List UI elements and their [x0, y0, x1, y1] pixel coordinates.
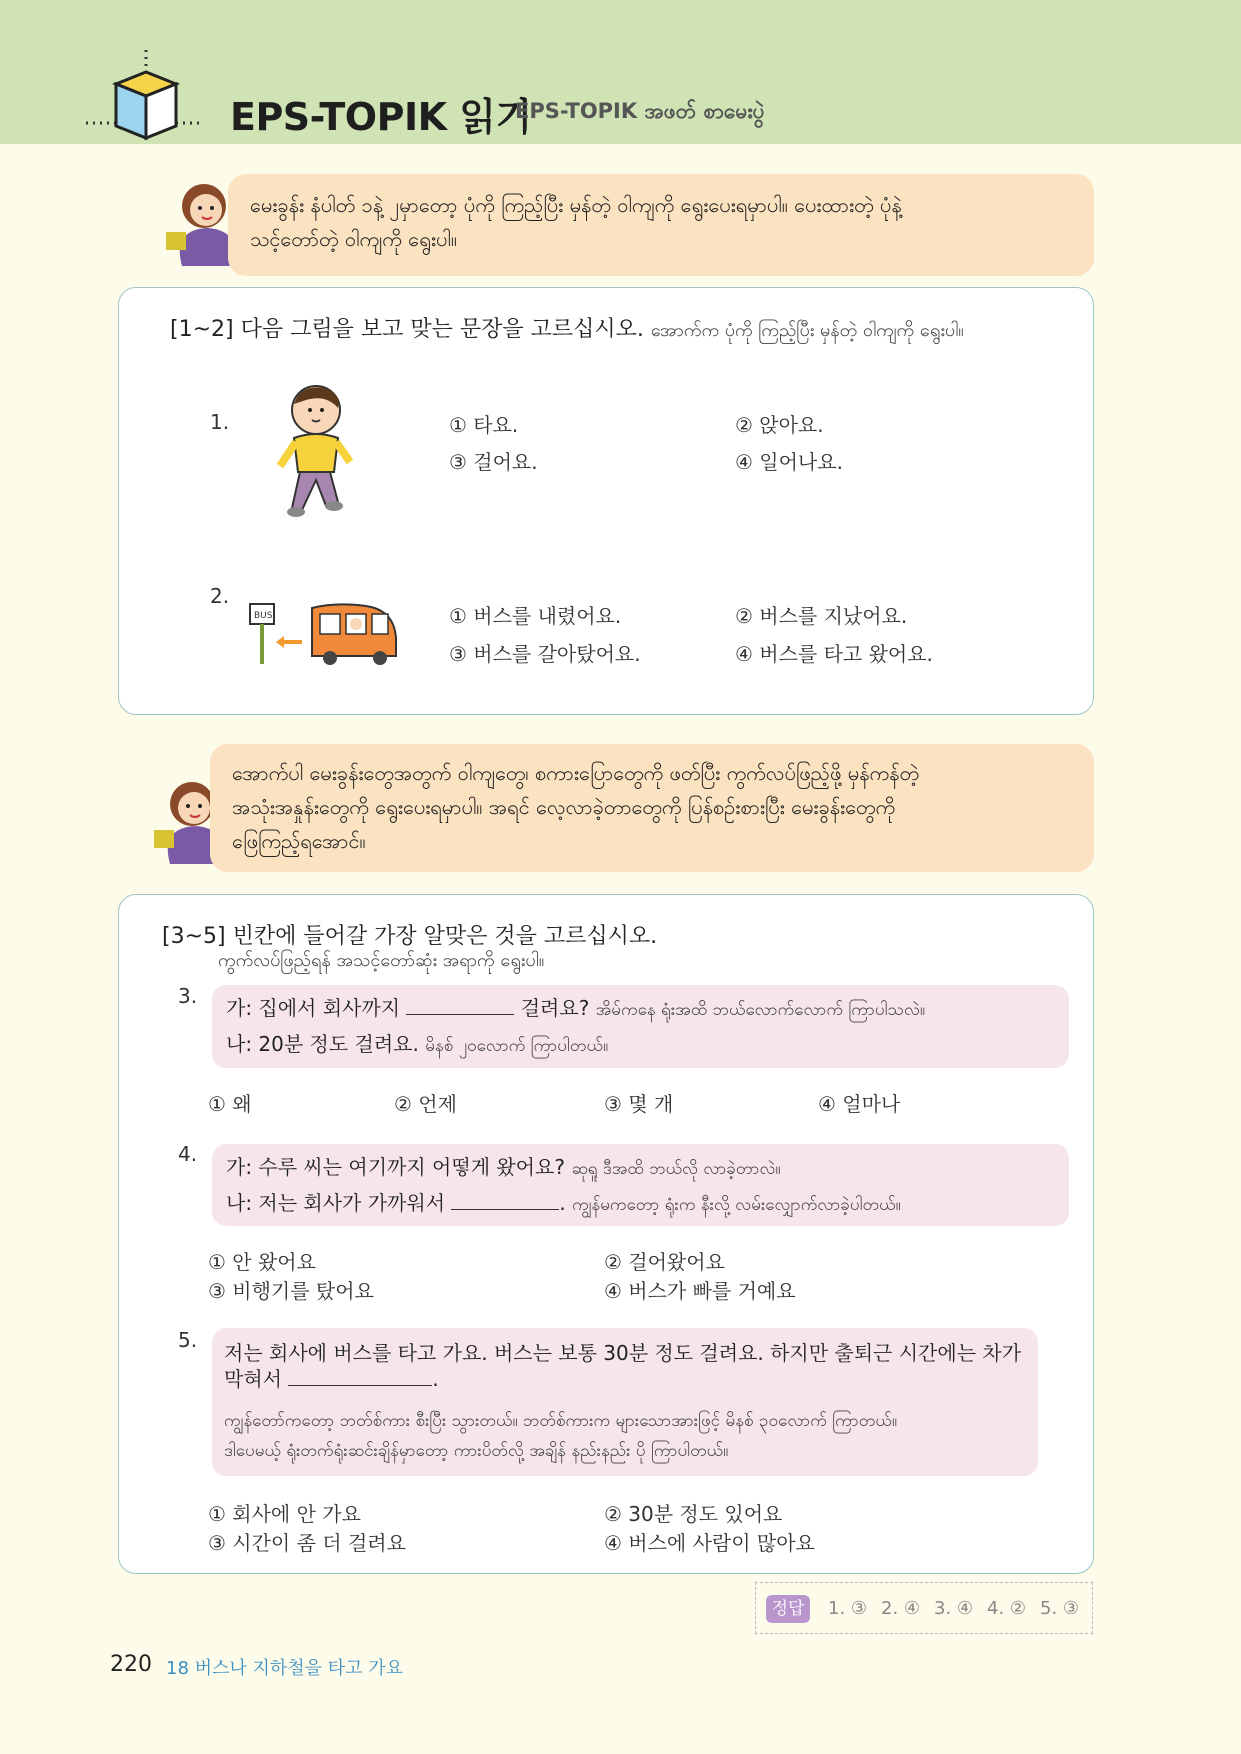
- tip-bubble-2: [210, 744, 1094, 872]
- dialog-translation: အိမ်ကနေ ရုံးအထိ ဘယ်လောက်လောက် ကြာပါသလဲ။: [595, 1000, 926, 1020]
- passage-line: [224, 1360, 439, 1398]
- answer-option[interactable]: ④ 얼마나: [818, 1092, 901, 1116]
- tip-line: အသုံးအနှုန်းတွေကို ရွေးပေးရမှာပါ။ အရင် လေ့လာခဲ့တာတွေကို ပြန်စဉ်းစားပြီး မေးခွန်းတွေကို: [232, 795, 896, 819]
- tip-line: သင့်တော်တဲ့ ဝါကျကို ရွေးပါ။: [250, 227, 457, 251]
- answer-option[interactable]: ④ 버스에 사람이 많아요: [604, 1531, 815, 1555]
- question-number: 4.: [178, 1142, 198, 1166]
- dialog-line: [226, 989, 925, 1029]
- dialog-translation: မိနစ် ၂၀လောက် ကြာပါတယ်။: [425, 1036, 609, 1056]
- blank: [288, 1363, 432, 1386]
- passage-text: 막혀서: [224, 1367, 282, 1391]
- answer-option[interactable]: ④ 버스가 빠를 거예요: [604, 1279, 796, 1303]
- page-number: 220: [110, 1652, 152, 1677]
- dialog-box: [212, 1144, 1069, 1226]
- answer-option[interactable]: ① 회사에 안 가요: [208, 1502, 361, 1526]
- answer-option[interactable]: ③ 버스를 갈아탔어요.: [449, 642, 641, 666]
- answer-option[interactable]: ① 안 왔어요: [208, 1250, 316, 1274]
- dialog-translation: ဆုရူ ဒီအထိ ဘယ်လို လာခဲ့တာလဲ။: [571, 1159, 781, 1179]
- answer-option[interactable]: ④ 버스를 타고 왔어요.: [735, 642, 933, 666]
- question-number: 1.: [210, 410, 230, 434]
- dialog-text: 가: 수루 씨는 여기까지 어떻게 왔어요?: [226, 1155, 565, 1179]
- tip-line: မေးခွန်း နံပါတ် ၁နဲ့ ၂မှာတော့ ပုံကို ကြည့်ပြီး မှန်တဲ့ ဝါကျကို ရွေးပေးရမှာပါ။ ပေးထားတဲ့ ပုံနဲ့: [250, 193, 902, 217]
- dialog-text: 가: 집에서 회사까지: [226, 996, 401, 1020]
- dialog-text: 걸려요?: [520, 996, 590, 1020]
- answer-option[interactable]: ② 앉아요.: [735, 413, 824, 437]
- answer-option[interactable]: ② 버스를 지났어요.: [735, 604, 908, 628]
- answer-key-item: 3. ④: [934, 1598, 974, 1619]
- answer-key-label: 정답: [766, 1595, 810, 1623]
- blank: [451, 1187, 559, 1210]
- dialog-text: 나: 20분 정도 걸려요.: [226, 1032, 419, 1056]
- walking-man-illustration: [266, 380, 362, 520]
- blank: [406, 992, 514, 1015]
- question-number: 2.: [210, 584, 230, 608]
- answer-key: [755, 1582, 1093, 1634]
- passage-translation: ကျွန်တော်ကတော့ ဘတ်စ်ကား စီးပြီး သွားတယ်။ ဘတ်စ်ကားက များသောအားဖြင့် မိနစ် ၃၀လောက် ကြာတယ်။: [224, 1411, 897, 1431]
- cube-icon: [86, 50, 206, 146]
- section-title: [170, 312, 964, 345]
- answer-option[interactable]: ② 30분 정도 있어요: [604, 1502, 783, 1526]
- passage-translation: ဒါပေမယ့် ရုံးတက်ရုံးဆင်းချိန်မှာတော့ ကားပိတ်လို့ အချိန် နည်းနည်း ပို ကြာပါတယ်။: [224, 1441, 729, 1461]
- dialog-text: 나: 저는 회사가 가까워서: [226, 1191, 446, 1215]
- question-number: 5.: [178, 1328, 198, 1352]
- answer-option[interactable]: ② 걸어왔어요: [604, 1250, 725, 1274]
- dialog-text: .: [559, 1191, 566, 1215]
- tip-line: အောက်ပါ မေးခွန်းတွေအတွက် ဝါကျတွေ၊ စကားပြောတွေကို ဖတ်ပြီး ကွက်လပ်ဖြည့်ဖို့ မှန်ကန်တဲ့: [232, 761, 919, 785]
- page-subtitle: EPS-TOPIK အဖတ် စာမေးပွဲ: [515, 99, 765, 123]
- section-title-ko: [1~2] 다음 그림을 보고 맞는 문장을 고르십시오.: [170, 317, 644, 342]
- dialog-line: [226, 1025, 608, 1065]
- question-number: 3.: [178, 984, 198, 1008]
- answer-option[interactable]: ① 버스를 내렸어요.: [449, 604, 622, 628]
- answer-option[interactable]: ③ 몇 개: [604, 1092, 674, 1116]
- bus-sign-text: BUS: [254, 611, 273, 621]
- answer-option[interactable]: ③ 시간이 좀 더 걸려요: [208, 1531, 406, 1555]
- answer-option[interactable]: ② 언제: [394, 1092, 457, 1116]
- section-subtitle: ကွက်လပ်ဖြည့်ရန် အသင့်တော်ဆုံး အရာကို ရွေးပါ။: [218, 950, 545, 971]
- passage-text: .: [432, 1367, 439, 1391]
- answer-option[interactable]: ③ 걸어요.: [449, 450, 538, 474]
- tip-line: ဖြေကြည့်ရအောင်။: [232, 829, 366, 853]
- page-title: EPS-TOPIK 읽기: [230, 95, 532, 139]
- answer-key-item: 4. ②: [987, 1598, 1027, 1619]
- answer-key-item: 1. ③: [828, 1598, 868, 1619]
- dialog-translation: ကျွန်မကတော့ ရုံးက နီးလို့ လမ်းလျှောက်လာခဲ့ပါတယ်။: [572, 1195, 901, 1215]
- answer-option[interactable]: ③ 비행기를 탔어요: [208, 1279, 374, 1303]
- answer-key-item: 5. ③: [1040, 1598, 1080, 1619]
- section-title-mm: အောက်က ပုံကို ကြည့်ပြီး မှန်တဲ့ ဝါကျကို ရွေးပါ။: [650, 320, 964, 341]
- dialog-box: [212, 985, 1069, 1068]
- answer-key-item: 2. ④: [881, 1598, 921, 1619]
- answer-option[interactable]: ① 타요.: [449, 413, 519, 437]
- answer-option[interactable]: ④ 일어나요.: [735, 450, 843, 474]
- section-title: [3~5] 빈칸에 들어갈 가장 알맞은 것을 고르십시오.: [162, 924, 658, 949]
- answer-option[interactable]: ① 왜: [208, 1092, 252, 1116]
- dialog-line: [226, 1184, 901, 1224]
- bus-stop-illustration: [246, 598, 400, 670]
- chapter-title: 18 버스나 지하철을 타고 가요: [166, 1658, 404, 1679]
- dialog-line: [226, 1148, 781, 1188]
- tip-bubble-1: [228, 174, 1094, 276]
- passage-box: [212, 1328, 1038, 1476]
- passage-line: 저는 회사에 버스를 타고 가요. 버스는 보통 30분 정도 걸려요. 하지만 출퇴근 시간에는 차가: [224, 1341, 1022, 1365]
